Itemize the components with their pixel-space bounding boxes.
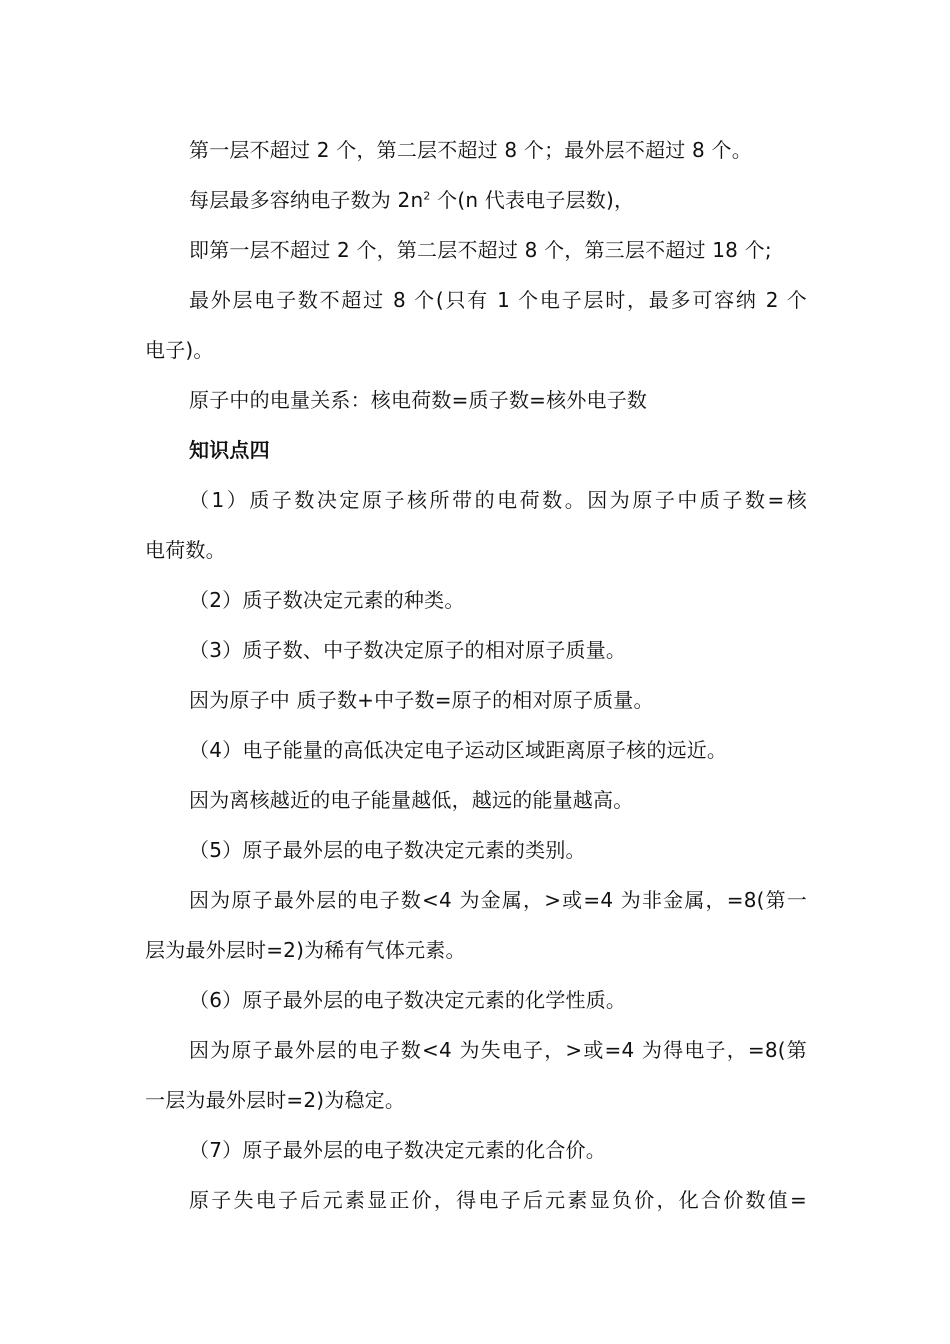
document-body (145, 125, 807, 1225)
paragraph-line: 因为原子中 质子数+中子数=原子的相对原子质量。 (189, 688, 654, 712)
text-run: 每层最多容纳电子数为 2n (189, 188, 424, 212)
paragraph-line: 电荷数。 (145, 538, 226, 562)
paragraph-line: 因为原子最外层的电子数<4 为金属，>或=4 为非金属，=8(第一 (189, 888, 807, 912)
paragraph-line: 第一层不超过 2 个，第二层不超过 8 个；最外层不超过 8 个。 (189, 138, 752, 162)
paragraph-line: 最外层电子数不超过 8 个(只有 1 个电子层时，最多可容纳 2 个 (189, 288, 807, 312)
paragraph-line: 因为原子最外层的电子数<4 为失电子，>或=4 为得电子，=8(第 (189, 1038, 807, 1062)
paragraph-line: 层为最外层时=2)为稀有气体元素。 (145, 938, 466, 962)
paragraph-line: 即第一层不超过 2 个，第二层不超过 8 个，第三层不超过 18 个; (189, 238, 772, 262)
section-heading: 知识点四 (189, 438, 270, 462)
paragraph-line: （6）原子最外层的电子数决定元素的化学性质。 (189, 988, 627, 1012)
paragraph-line: 原子中的电量关系：核电荷数=质子数=核外电子数 (189, 388, 648, 412)
paragraph-line (145, 175, 807, 225)
paragraph-line: 原子失电子后元素显正价，得电子后元素显负价，化合价数值= (189, 1188, 807, 1212)
paragraph-line: 一层为最外层时=2)为稳定。 (145, 1088, 406, 1112)
paragraph-line: （2）质子数决定元素的种类。 (189, 588, 465, 612)
paragraph-line: 因为离核越近的电子能量越低，越远的能量越高。 (189, 788, 634, 812)
paragraph-line: （7）原子最外层的电子数决定元素的化合价。 (189, 1138, 606, 1162)
superscript: 2 (423, 189, 431, 203)
paragraph-line: （1）质子数决定原子核所带的电荷数。因为原子中质子数=核 (189, 488, 807, 512)
paragraph-line: （5）原子最外层的电子数决定元素的类别。 (189, 838, 586, 862)
paragraph-line: （4）电子能量的高低决定电子运动区域距离原子核的远近。 (189, 738, 728, 762)
text-run: 个(n 代表电子层数)， (430, 188, 635, 212)
paragraph-line: 电子)。 (145, 338, 214, 362)
paragraph-line: （3）质子数、中子数决定原子的相对原子质量。 (189, 638, 627, 662)
